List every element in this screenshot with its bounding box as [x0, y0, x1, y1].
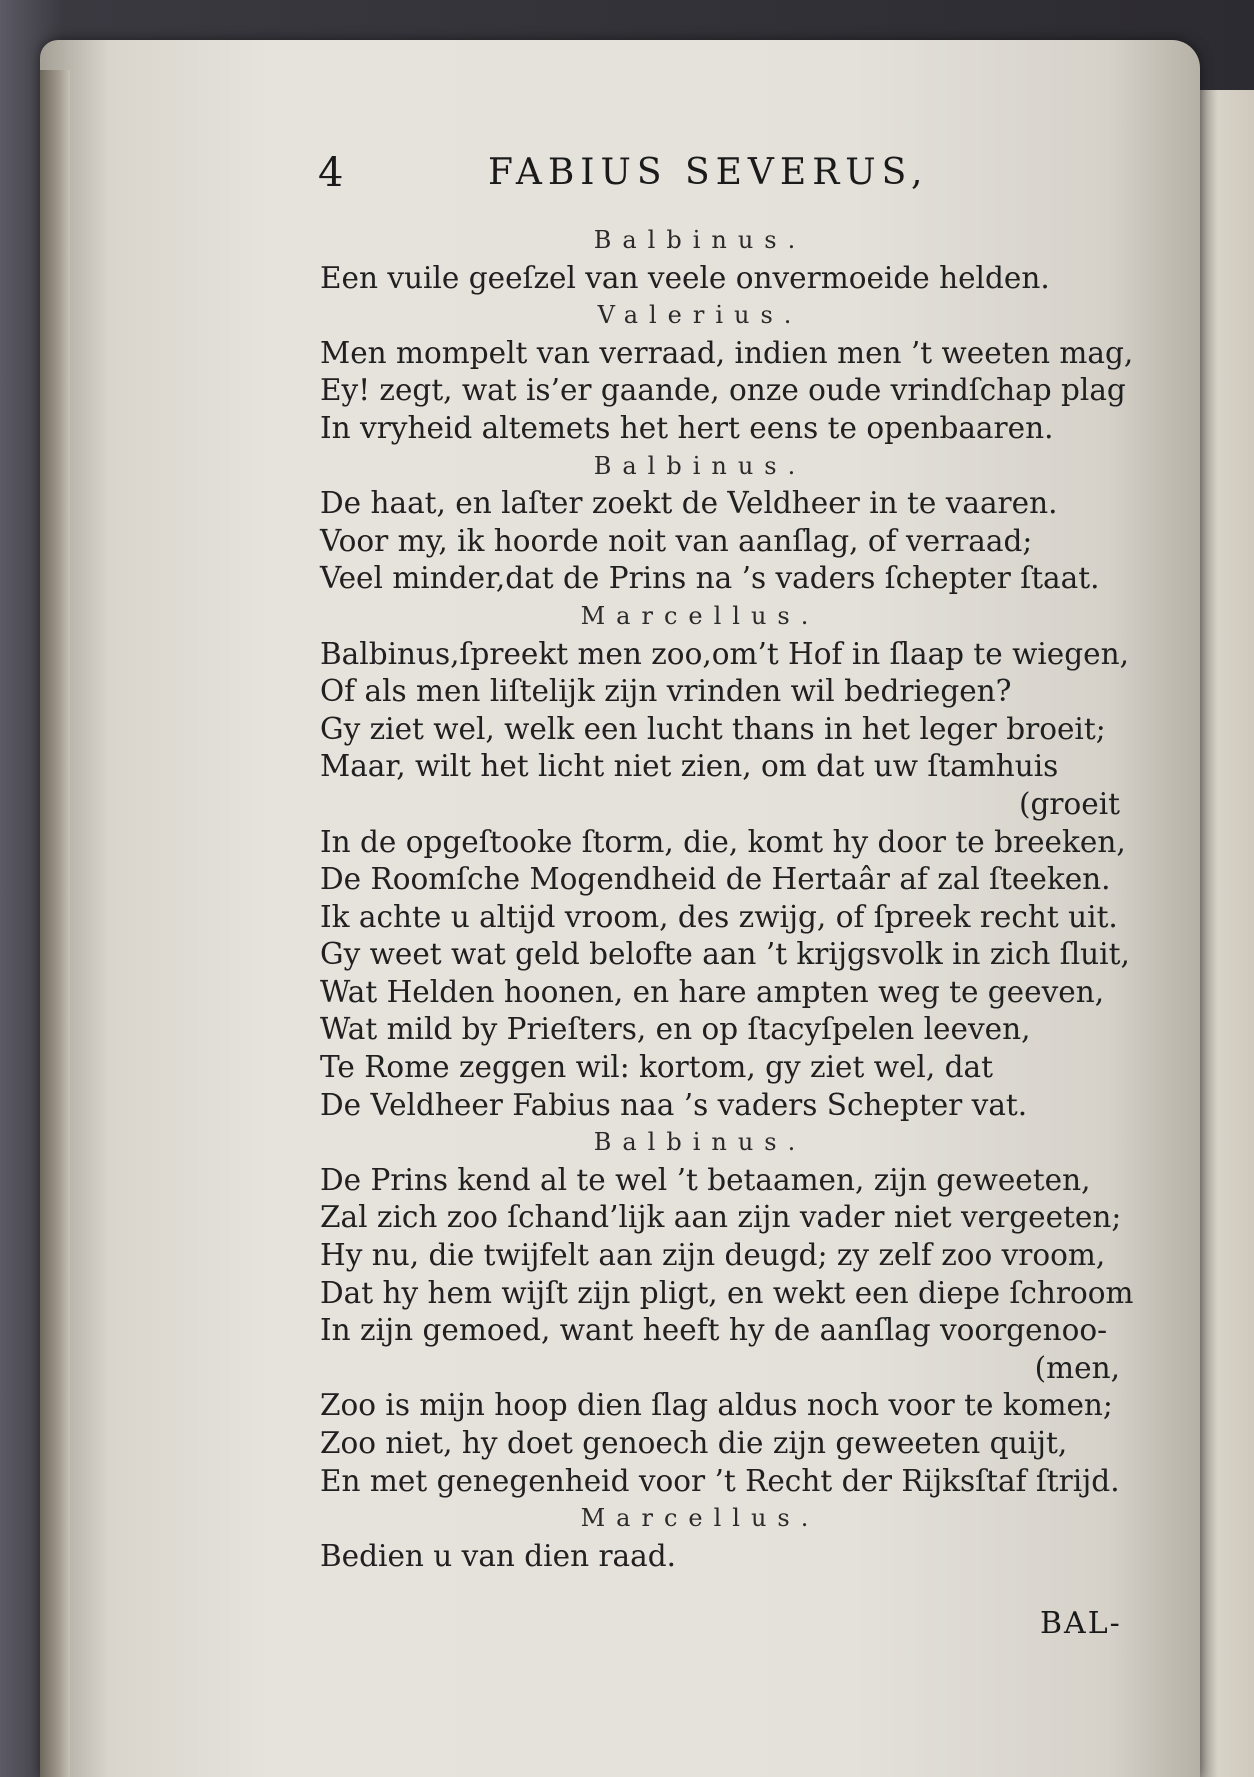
verse-line: En met genegenheid voor ’t Recht der Rijksſtaf ſtrijd.	[320, 1463, 1120, 1498]
speaker-name: Marcellus.	[580, 1504, 820, 1533]
verse-line: Balbinus,ſpreekt men zoo,om’t Hof in ſlaap te wiegen,	[320, 636, 1129, 671]
verse-line: Ik achte u altijd vroom, des zwijg, of ſpreek recht uit.	[320, 899, 1118, 934]
speaker-name: Marcellus.	[580, 601, 820, 630]
turnover-fragment: (groeit	[1018, 786, 1120, 821]
verse-line: Bedien u van dien raad.	[320, 1538, 676, 1573]
verse-line: De Veldheer Fabius naa ’s vaders Schepter vat.	[320, 1087, 1028, 1122]
verse-line: In vryheid altemets het hert eens te openbaaren.	[320, 410, 1054, 445]
verse-line: Zal zich zoo ſchand’lijk aan zijn vader niet vergeeten;	[320, 1200, 1122, 1235]
speaker-name: Balbinus.	[593, 1128, 807, 1157]
verse-line: Zoo is mijn hoop dien ſlag aldus noch voor te komen;	[320, 1388, 1113, 1423]
page-number: 4	[318, 150, 344, 196]
play-text	[320, 222, 1160, 1575]
verse-line: Wat Helden hoonen, en hare ampten weg te geeven,	[320, 974, 1105, 1009]
verse-line: Dat hy hem wijſt zijn pligt, en wekt een diepe ſchroom	[320, 1275, 1134, 1310]
book-gutter	[40, 70, 70, 1777]
running-title: FABIUS SEVERUS,	[488, 152, 929, 193]
verse-line: Men mompelt van verraad, indien men ’t weeten mag,	[320, 335, 1134, 370]
turnover-fragment: (men,	[1034, 1350, 1120, 1385]
verse-line: Of als men liſtelijk zijn vrinden wil bedriegen?	[320, 674, 1012, 709]
verse-line: De Prins kend al te wel ’t betaamen, zijn geweeten,	[320, 1162, 1091, 1197]
speaker-name: Valerius.	[597, 301, 803, 330]
catchword: BAL-	[1040, 1606, 1122, 1641]
verse-line: Gy weet wat geld belofte aan ’t krijgsvolk in zich ſluit,	[320, 937, 1130, 972]
page-header	[318, 150, 994, 210]
verse-line: Veel minder,dat de Prins na ’s vaders ſchepter ſtaat.	[320, 561, 1100, 596]
verse-line: Gy ziet wel, welk een lucht thans in het leger broeit;	[320, 711, 1106, 746]
verse-line: In de opgeſtooke ſtorm, die, komt hy door te breeken,	[320, 824, 1126, 859]
verse-line: Wat mild by Prieſters, en op ſtacyſpelen leeven,	[320, 1012, 1031, 1047]
verse-line: Hy nu, die twijfelt aan zijn deugd; zy zelf zoo vroom,	[320, 1238, 1106, 1273]
verse-line: Een vuile geeſzel van veele onvermoeide helden.	[320, 260, 1050, 295]
verse-line: Ey! zegt, wat is’er gaande, onze oude vrindſchap plag	[320, 373, 1126, 408]
verse-line: Maar, wilt het licht niet zien, om dat uw ſtamhuis	[320, 749, 1059, 784]
speaker-name: Balbinus.	[593, 226, 807, 254]
verse-line: Voor my, ik hoorde noit van aanſlag, of verraad;	[320, 523, 1033, 558]
verse-line: Te Rome zeggen wil: kortom, gy ziet wel, dat	[320, 1050, 993, 1085]
speaker-name: Balbinus.	[593, 451, 807, 480]
verse-line: De Roomſche Mogendheid de Hertaâr af zal ſteeken.	[320, 862, 1111, 897]
verse-line: Zoo niet, hy doet genoech die zijn geweeten quijt,	[320, 1426, 1068, 1460]
verse-line: In zijn gemoed, want heeft hy de aanſlag voorgenoo-	[320, 1313, 1108, 1348]
facing-page-edge	[1194, 90, 1254, 1777]
verse-line: De haat, en laſter zoekt de Veldheer in te vaaren.	[320, 486, 1058, 521]
